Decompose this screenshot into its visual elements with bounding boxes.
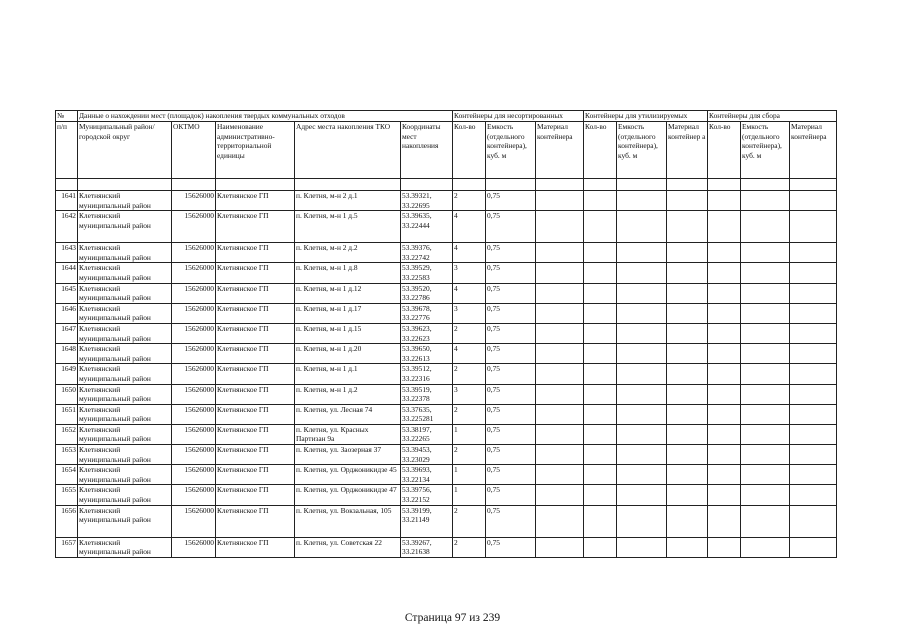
table-row xyxy=(56,323,837,343)
cell-oktmo: 15626000 xyxy=(172,263,216,283)
header-unit: Наименование административно-территориальной единицы xyxy=(216,122,295,179)
cell-empty xyxy=(617,445,667,465)
cell-qty: 2 xyxy=(453,364,486,384)
cell-empty xyxy=(708,465,741,485)
cell-empty xyxy=(741,465,790,485)
cell-coords: 53.39199, 33.21149 xyxy=(401,505,453,537)
cell-empty xyxy=(584,243,617,263)
cell-empty xyxy=(790,191,837,211)
cell-no: 1653 xyxy=(56,445,78,465)
cell-empty xyxy=(708,263,741,283)
cell-district: Клетнянский муниципальный район xyxy=(78,424,172,444)
cell-address: п. Клетня, м-н 1 д.17 xyxy=(295,303,401,323)
cell-district: Клетнянский муниципальный район xyxy=(78,404,172,424)
cell-empty xyxy=(536,445,584,465)
cell-capacity: 0,75 xyxy=(486,505,536,537)
cell-unit: Клетнянское ГП xyxy=(216,323,295,343)
cell-coords: 53.39512, 33.22316 xyxy=(401,364,453,384)
cell-unit: Клетнянское ГП xyxy=(216,283,295,303)
cell-empty xyxy=(667,323,708,343)
cell-empty xyxy=(708,384,741,404)
cell-capacity: 0,75 xyxy=(486,303,536,323)
cell-empty xyxy=(667,263,708,283)
cell-unit: Клетнянское ГП xyxy=(216,344,295,364)
cell-empty xyxy=(708,445,741,465)
cell-district: Клетнянский муниципальный район xyxy=(78,283,172,303)
cell-empty xyxy=(741,243,790,263)
cell-empty xyxy=(741,263,790,283)
cell-coords: 53.39321, 33.22695 xyxy=(401,191,453,211)
cell-oktmo: 15626000 xyxy=(172,283,216,303)
cell-district: Клетнянский муниципальный район xyxy=(78,445,172,465)
cell-unit: Клетнянское ГП xyxy=(216,505,295,537)
cell-empty xyxy=(741,364,790,384)
cell-no: 1642 xyxy=(56,211,78,243)
cell-district: Клетнянский муниципальный район xyxy=(78,243,172,263)
cell-oktmo: 15626000 xyxy=(172,537,216,557)
cell-empty xyxy=(617,384,667,404)
cell-coords: 53.37635, 33.225281 xyxy=(401,404,453,424)
cell-empty xyxy=(667,211,708,243)
cell-capacity: 0,75 xyxy=(486,404,536,424)
cell-address: п. Клетня, м-н 2 д.2 xyxy=(295,243,401,263)
cell-capacity: 0,75 xyxy=(486,243,536,263)
cell-address: п. Клетня, ул. Лесная 74 xyxy=(295,404,401,424)
cell-empty xyxy=(617,505,667,537)
cell-district: Клетнянский муниципальный район xyxy=(78,211,172,243)
cell-oktmo: 15626000 xyxy=(172,424,216,444)
cell-empty xyxy=(584,537,617,557)
cell-qty: 4 xyxy=(453,243,486,263)
cell-capacity: 0,75 xyxy=(486,485,536,505)
header-capacity-recycled: Емкость (отдельного контейнера), куб. м xyxy=(617,122,667,179)
cell-empty xyxy=(667,485,708,505)
cell-empty xyxy=(741,384,790,404)
table-row xyxy=(56,191,837,211)
header-no: № xyxy=(56,111,78,122)
cell-empty xyxy=(667,404,708,424)
cell-unit: Клетнянское ГП xyxy=(216,263,295,283)
cell-qty: 2 xyxy=(453,445,486,465)
cell-empty xyxy=(790,384,837,404)
cell-address: п. Клетня, ул. Орджоникидзе 47 xyxy=(295,485,401,505)
cell-district: Клетнянский муниципальный район xyxy=(78,263,172,283)
cell-empty xyxy=(708,424,741,444)
cell-empty xyxy=(667,445,708,465)
header-group-recycled: Контейнеры для утилизируемых xyxy=(584,111,708,122)
cell-unit: Клетнянское ГП xyxy=(216,303,295,323)
cell-empty xyxy=(741,191,790,211)
cell-coords: 53.39623, 33.22623 xyxy=(401,323,453,343)
cell-oktmo: 15626000 xyxy=(172,243,216,263)
cell-empty xyxy=(536,364,584,384)
cell-empty xyxy=(790,537,837,557)
cell-empty xyxy=(584,445,617,465)
cell-coords: 53.39267, 33.21638 xyxy=(401,537,453,557)
table-row xyxy=(56,505,837,537)
cell-qty: 4 xyxy=(453,344,486,364)
cell-empty xyxy=(790,364,837,384)
header-row-columns xyxy=(56,122,837,179)
table-row xyxy=(56,364,837,384)
cell-empty xyxy=(708,191,741,211)
header-capacity-collection: Емкость (отдельного контейнера), куб. м xyxy=(741,122,790,179)
cell-capacity: 0,75 xyxy=(486,364,536,384)
cell-empty xyxy=(584,485,617,505)
cell-empty xyxy=(617,344,667,364)
cell-empty xyxy=(584,465,617,485)
cell-capacity: 0,75 xyxy=(486,465,536,485)
cell-no: 1652 xyxy=(56,424,78,444)
table-row xyxy=(56,424,837,444)
cell-address: п. Клетня, м-н 1 д.1 xyxy=(295,364,401,384)
cell-empty xyxy=(708,303,741,323)
cell-no: 1643 xyxy=(56,243,78,263)
cell-empty xyxy=(584,263,617,283)
table-row xyxy=(56,485,837,505)
cell-no: 1644 xyxy=(56,263,78,283)
cell-empty xyxy=(790,303,837,323)
cell-qty: 3 xyxy=(453,303,486,323)
cell-empty xyxy=(667,537,708,557)
cell-qty: 2 xyxy=(453,191,486,211)
cell-address: п. Клетня, м-н 2 д.1 xyxy=(295,191,401,211)
cell-address: п. Клетня, ул. Вокзальная, 105 xyxy=(295,505,401,537)
cell-coords: 53.38197, 33.22265 xyxy=(401,424,453,444)
cell-empty xyxy=(617,283,667,303)
registry-sheet xyxy=(55,110,836,558)
cell-empty xyxy=(584,283,617,303)
cell-oktmo: 15626000 xyxy=(172,404,216,424)
cell-empty xyxy=(617,303,667,323)
cell-capacity: 0,75 xyxy=(486,537,536,557)
cell-no: 1645 xyxy=(56,283,78,303)
cell-empty xyxy=(741,344,790,364)
cell-oktmo: 15626000 xyxy=(172,364,216,384)
cell-no: 1655 xyxy=(56,485,78,505)
cell-oktmo: 15626000 xyxy=(172,303,216,323)
header-material-unsorted: Материал контейнера xyxy=(536,122,584,179)
cell-qty: 2 xyxy=(453,323,486,343)
cell-coords: 53.39756, 33.22152 xyxy=(401,485,453,505)
cell-coords: 53.39529, 33.22583 xyxy=(401,263,453,283)
cell-unit: Клетнянское ГП xyxy=(216,404,295,424)
cell-coords: 53.39520, 33.22786 xyxy=(401,283,453,303)
cell-empty xyxy=(790,211,837,243)
cell-coords: 53.39635, 33.22444 xyxy=(401,211,453,243)
cell-coords: 53.39376, 33.22742 xyxy=(401,243,453,263)
cell-empty xyxy=(584,191,617,211)
header-district: Муниципальный район/городской округ xyxy=(78,122,172,179)
cell-no: 1641 xyxy=(56,191,78,211)
cell-empty xyxy=(536,303,584,323)
cell-address: п. Клетня, ул. Советская 22 xyxy=(295,537,401,557)
cell-qty: 4 xyxy=(453,211,486,243)
table-row xyxy=(56,344,837,364)
cell-empty xyxy=(536,323,584,343)
cell-district: Клетнянский муниципальный район xyxy=(78,344,172,364)
cell-no: 1656 xyxy=(56,505,78,537)
cell-no: 1657 xyxy=(56,537,78,557)
table-row xyxy=(56,384,837,404)
cell-capacity: 0,75 xyxy=(486,384,536,404)
cell-coords: 53.39693, 33.22134 xyxy=(401,465,453,485)
header-row-groups xyxy=(56,111,837,122)
table-row xyxy=(56,211,837,243)
cell-empty xyxy=(617,404,667,424)
cell-empty xyxy=(617,465,667,485)
table-row xyxy=(56,303,837,323)
cell-empty xyxy=(790,243,837,263)
cell-district: Клетнянский муниципальный район xyxy=(78,505,172,537)
cell-district: Клетнянский муниципальный район xyxy=(78,303,172,323)
cell-unit: Клетнянское ГП xyxy=(216,424,295,444)
cell-empty xyxy=(536,384,584,404)
cell-empty xyxy=(536,465,584,485)
cell-unit: Клетнянское ГП xyxy=(216,243,295,263)
cell-oktmo: 15626000 xyxy=(172,505,216,537)
cell-qty: 4 xyxy=(453,283,486,303)
header-material-recycled: Материал контейнер а xyxy=(667,122,708,179)
cell-no: 1654 xyxy=(56,465,78,485)
cell-capacity: 0,75 xyxy=(486,283,536,303)
cell-coords: 53.39678, 33.22776 xyxy=(401,303,453,323)
cell-address: п. Клетня, м-н 1 д.5 xyxy=(295,211,401,243)
header-capacity-unsorted: Емкость (отдельного контейнера), куб. м xyxy=(486,122,536,179)
cell-capacity: 0,75 xyxy=(486,445,536,465)
cell-district: Клетнянский муниципальный район xyxy=(78,191,172,211)
cell-empty xyxy=(790,263,837,283)
cell-empty xyxy=(790,344,837,364)
cell-empty xyxy=(617,364,667,384)
cell-qty: 1 xyxy=(453,485,486,505)
cell-empty xyxy=(667,283,708,303)
header-qty-unsorted: Кол-во xyxy=(453,122,486,179)
cell-district: Клетнянский муниципальный район xyxy=(78,465,172,485)
header-group-unsorted: Контейнеры для несортированных xyxy=(453,111,584,122)
cell-empty xyxy=(741,303,790,323)
cell-capacity: 0,75 xyxy=(486,323,536,343)
header-qty-recycled: Кол-во xyxy=(584,122,617,179)
cell-coords: 53.39453, 33.23029 xyxy=(401,445,453,465)
cell-empty xyxy=(667,344,708,364)
cell-empty xyxy=(536,263,584,283)
cell-district: Клетнянский муниципальный район xyxy=(78,384,172,404)
cell-empty xyxy=(667,505,708,537)
cell-address: п. Клетня, ул. Орджоникидзе 45 xyxy=(295,465,401,485)
cell-unit: Клетнянское ГП xyxy=(216,465,295,485)
cell-address: п. Клетня, м-н 1 д.20 xyxy=(295,344,401,364)
cell-oktmo: 15626000 xyxy=(172,344,216,364)
cell-empty xyxy=(617,323,667,343)
cell-unit: Клетнянское ГП xyxy=(216,485,295,505)
cell-oktmo: 15626000 xyxy=(172,191,216,211)
cell-empty xyxy=(584,211,617,243)
cell-unit: Клетнянское ГП xyxy=(216,191,295,211)
cell-qty: 1 xyxy=(453,424,486,444)
cell-unit: Клетнянское ГП xyxy=(216,445,295,465)
table-row xyxy=(56,404,837,424)
cell-empty xyxy=(708,505,741,537)
header-material-collection: Материал контейнера xyxy=(790,122,837,179)
cell-qty: 2 xyxy=(453,505,486,537)
cell-capacity: 0,75 xyxy=(486,211,536,243)
table-row xyxy=(56,243,837,263)
cell-empty xyxy=(741,283,790,303)
cell-empty xyxy=(617,537,667,557)
cell-empty xyxy=(536,424,584,444)
header-spacer-row xyxy=(56,179,837,191)
cell-capacity: 0,75 xyxy=(486,344,536,364)
header-group-collection: Контейнеры для сбора xyxy=(708,111,837,122)
cell-empty xyxy=(584,384,617,404)
cell-capacity: 0,75 xyxy=(486,263,536,283)
cell-empty xyxy=(790,505,837,537)
cell-empty xyxy=(536,283,584,303)
cell-empty xyxy=(667,243,708,263)
header-pp: п/п xyxy=(56,122,78,179)
cell-unit: Клетнянское ГП xyxy=(216,211,295,243)
cell-address: п. Клетня, м-н 1 д.15 xyxy=(295,323,401,343)
cell-empty xyxy=(617,191,667,211)
cell-empty xyxy=(536,485,584,505)
cell-empty xyxy=(741,211,790,243)
cell-oktmo: 15626000 xyxy=(172,384,216,404)
cell-district: Клетнянский муниципальный район xyxy=(78,323,172,343)
cell-no: 1650 xyxy=(56,384,78,404)
cell-coords: 53.39519, 33.22378 xyxy=(401,384,453,404)
cell-district: Клетнянский муниципальный район xyxy=(78,485,172,505)
cell-qty: 2 xyxy=(453,537,486,557)
header-group-location: Данные о нахождении мест (площадок) накопления твердых коммунальных отходов xyxy=(78,111,453,122)
cell-empty xyxy=(667,384,708,404)
cell-empty xyxy=(708,404,741,424)
cell-no: 1649 xyxy=(56,364,78,384)
cell-empty xyxy=(536,243,584,263)
cell-empty xyxy=(708,485,741,505)
cell-address: п. Клетня, ул. Красных Партизан 9а xyxy=(295,424,401,444)
cell-unit: Клетнянское ГП xyxy=(216,364,295,384)
cell-empty xyxy=(617,211,667,243)
cell-empty xyxy=(584,404,617,424)
cell-empty xyxy=(708,283,741,303)
cell-empty xyxy=(790,445,837,465)
cell-qty: 3 xyxy=(453,263,486,283)
cell-empty xyxy=(667,191,708,211)
cell-qty: 3 xyxy=(453,384,486,404)
cell-empty xyxy=(708,537,741,557)
cell-oktmo: 15626000 xyxy=(172,465,216,485)
waste-sites-table xyxy=(55,110,837,558)
cell-empty xyxy=(790,424,837,444)
cell-empty xyxy=(790,404,837,424)
header-address: Адрес места накопления ТКО xyxy=(295,122,401,179)
table-row xyxy=(56,445,837,465)
cell-qty: 2 xyxy=(453,404,486,424)
cell-empty xyxy=(708,364,741,384)
cell-empty xyxy=(536,505,584,537)
cell-oktmo: 15626000 xyxy=(172,485,216,505)
cell-unit: Клетнянское ГП xyxy=(216,384,295,404)
cell-empty xyxy=(667,303,708,323)
cell-empty xyxy=(667,364,708,384)
cell-empty xyxy=(708,323,741,343)
header-oktmo: ОКТМО xyxy=(172,122,216,179)
cell-address: п. Клетня, м-н 1 д.2 xyxy=(295,384,401,404)
cell-no: 1648 xyxy=(56,344,78,364)
cell-empty xyxy=(790,283,837,303)
cell-empty xyxy=(790,465,837,485)
cell-empty xyxy=(536,191,584,211)
cell-empty xyxy=(741,537,790,557)
cell-empty xyxy=(667,465,708,485)
cell-empty xyxy=(536,404,584,424)
cell-empty xyxy=(790,485,837,505)
cell-empty xyxy=(617,424,667,444)
cell-empty xyxy=(536,344,584,364)
cell-empty xyxy=(584,505,617,537)
cell-empty xyxy=(708,344,741,364)
cell-empty xyxy=(584,323,617,343)
table-row xyxy=(56,283,837,303)
cell-empty xyxy=(617,485,667,505)
cell-no: 1651 xyxy=(56,404,78,424)
cell-empty xyxy=(741,485,790,505)
cell-no: 1646 xyxy=(56,303,78,323)
page-number: Страница 97 из 239 xyxy=(404,612,501,624)
cell-address: п. Клетня, м-н 1 д.8 xyxy=(295,263,401,283)
cell-empty xyxy=(584,303,617,323)
cell-address: п. Клетня, м-н 1 д.12 xyxy=(295,283,401,303)
cell-empty xyxy=(617,263,667,283)
cell-empty xyxy=(741,424,790,444)
cell-empty xyxy=(667,424,708,444)
cell-oktmo: 15626000 xyxy=(172,445,216,465)
header-coords: Координаты мест накопления xyxy=(401,122,453,179)
cell-qty: 1 xyxy=(453,465,486,485)
table-row xyxy=(56,263,837,283)
table-row xyxy=(56,465,837,485)
cell-address: п. Клетня, ул. Заозерная 37 xyxy=(295,445,401,465)
cell-district: Клетнянский муниципальный район xyxy=(78,537,172,557)
cell-unit: Клетнянское ГП xyxy=(216,537,295,557)
table-row xyxy=(56,537,837,557)
cell-district: Клетнянский муниципальный район xyxy=(78,364,172,384)
cell-empty xyxy=(584,424,617,444)
cell-empty xyxy=(741,505,790,537)
cell-no: 1647 xyxy=(56,323,78,343)
cell-capacity: 0,75 xyxy=(486,191,536,211)
cell-empty xyxy=(536,211,584,243)
header-qty-collection: Кол-во xyxy=(708,122,741,179)
cell-empty xyxy=(790,323,837,343)
cell-empty xyxy=(741,323,790,343)
cell-empty xyxy=(741,445,790,465)
cell-coords: 53.39650, 33.22613 xyxy=(401,344,453,364)
cell-empty xyxy=(536,537,584,557)
cell-empty xyxy=(584,364,617,384)
cell-empty xyxy=(708,211,741,243)
cell-empty xyxy=(741,404,790,424)
cell-oktmo: 15626000 xyxy=(172,323,216,343)
cell-empty xyxy=(617,243,667,263)
cell-empty xyxy=(708,243,741,263)
cell-oktmo: 15626000 xyxy=(172,211,216,243)
cell-empty xyxy=(584,344,617,364)
cell-capacity: 0,75 xyxy=(486,424,536,444)
